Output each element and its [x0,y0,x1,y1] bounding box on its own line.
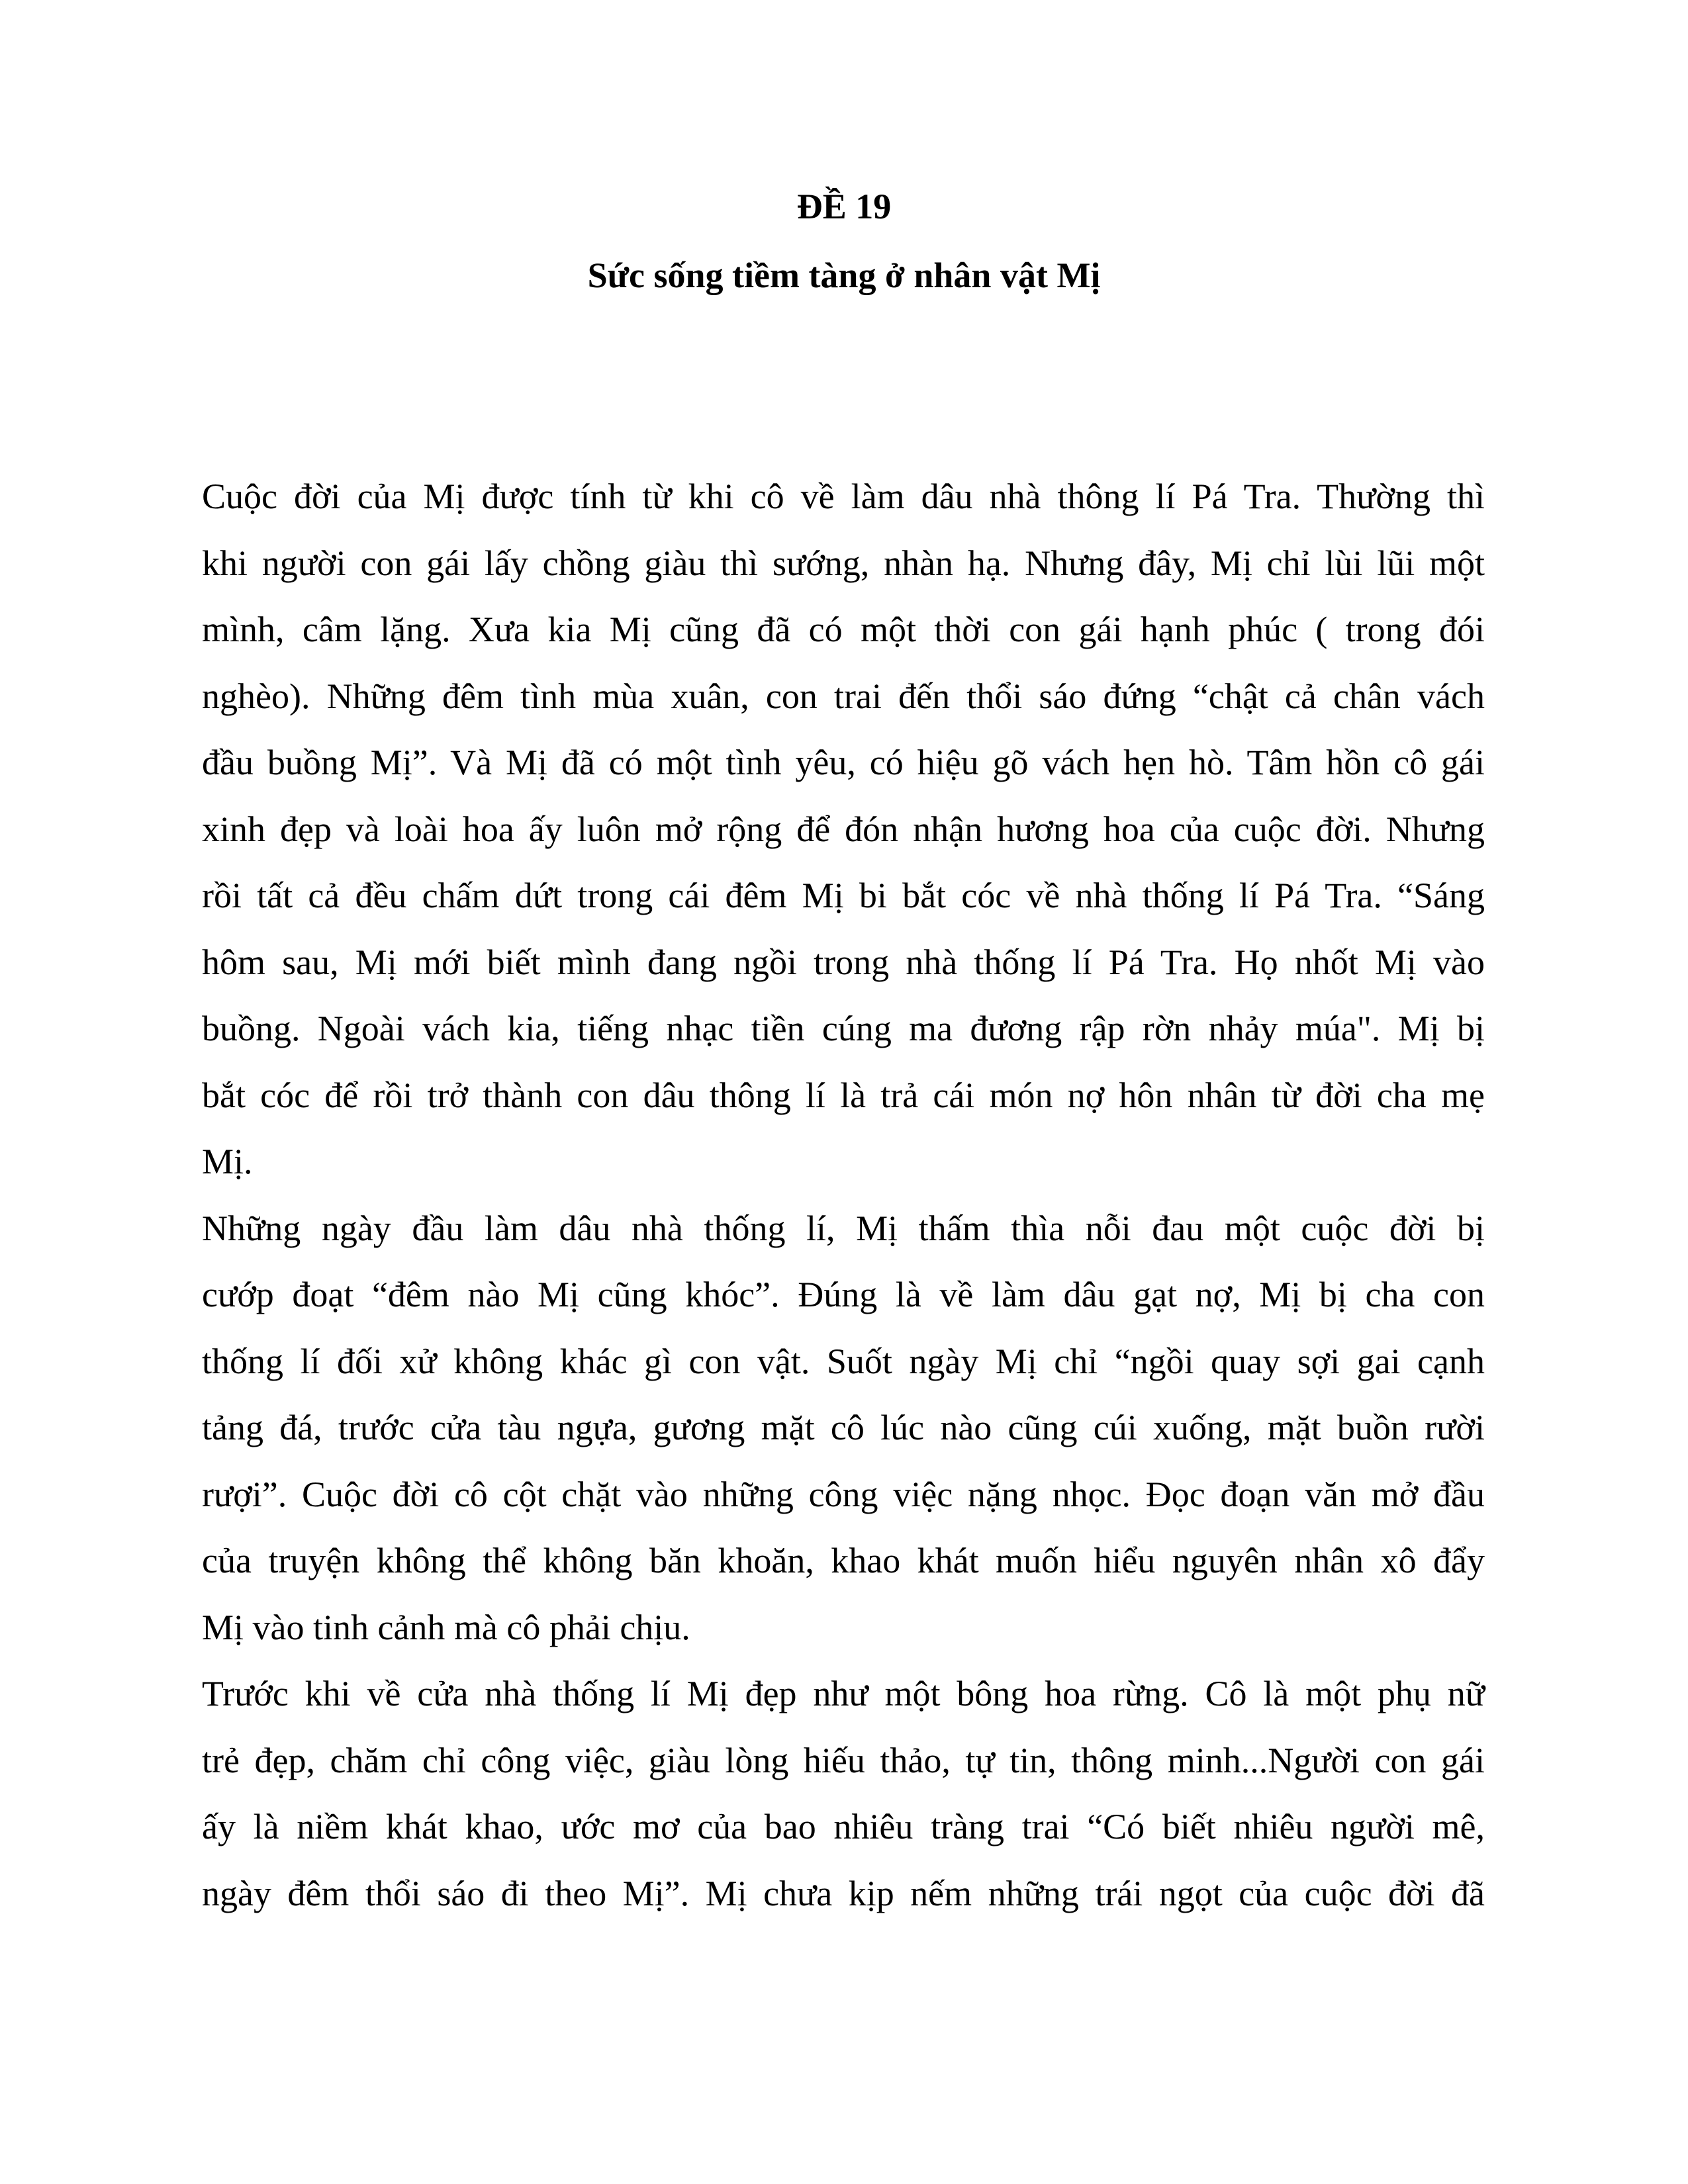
text-line: Mị. [202,1142,253,1181]
text-line: tảng đá, trước cửa tàu ngựa, gương mặt cô lúc nào cũng cúi xuống, mặt buồn rười [202,1408,1485,1447]
text-line: trẻ đẹp, chăm chỉ công việc, giàu lòng hiếu thảo, tự tin, thông minh...Người con gái [202,1740,1485,1780]
text-line: Cuộc đời của Mị được tính từ khi cô về làm dâu nhà thông lí Pá Tra. Thường thì [202,477,1485,516]
text-line: buồng. Ngoài vách kia, tiếng nhạc tiền cúng ma đương rập rờn nhảy múa". Mị bị [202,1009,1485,1048]
text-line: của truyện không thể không băn khoăn, khao khát muốn hiểu nguyên nhân xô đẩy [202,1541,1485,1580]
text-line: thống lí đối xử không khác gì con vật. Suốt ngày Mị chỉ “ngồi quay sợi gai cạnh [202,1341,1485,1381]
text-line: nghèo). Những đêm tình mùa xuân, con trai đến thổi sáo đứng “chật cả chân vách [202,676,1485,716]
text-line: Những ngày đầu làm dâu nhà thống lí, Mị thấm thìa nỗi đau một cuộc đời bị [202,1208,1485,1248]
text-line: khi người con gái lấy chồng giàu thì sướng, nhàn hạ. Nhưng đây, Mị chỉ lùi lũi một [202,543,1485,583]
text-line: ấy là niềm khát khao, ước mơ của bao nhiêu tràng trai “Có biết nhiêu người mê, [202,1807,1485,1846]
text-line: bắt cóc để rồi trở thành con dâu thông lí là trả cái món nợ hôn nhân từ đời cha mẹ [202,1075,1485,1115]
paragraph-3 [202,1661,1485,1927]
paragraph-1 [202,463,1485,1195]
text-line: cướp đoạt “đêm nào Mị cũng khóc”. Đúng là về làm dâu gạt nợ, Mị bị cha con [202,1275,1485,1314]
essay-body [202,463,1485,1927]
text-line: ngày đêm thổi sáo đi theo Mị”. Mị chưa kịp nếm những trái ngọt của cuộc đời đã [202,1873,1485,1913]
text-line: đầu buồng Mị”. Và Mị đã có một tình yêu, có hiệu gõ vách hẹn hò. Tâm hồn cô gái [202,743,1485,782]
paragraph-2 [202,1195,1485,1661]
text-line: mình, câm lặng. Xưa kia Mị cũng đã có một thời con gái hạnh phúc ( trong đói [202,610,1485,649]
essay-title: Sức sống tiềm tàng ở nhân vật Mị [587,255,1101,295]
text-line: rồi tất cả đều chấm dứt trong cái đêm Mị bi bắt cóc về nhà thống lí Pá Tra. “Sáng [202,876,1485,915]
text-line: hôm sau, Mị mới biết mình đang ngồi trong nhà thống lí Pá Tra. Họ nhốt Mị vào [202,942,1485,982]
text-line: xinh đẹp và loài hoa ấy luôn mở rộng để đón nhận hương hoa của cuộc đời. Nhưng [202,809,1485,849]
text-line: Trước khi về cửa nhà thống lí Mị đẹp như một bông hoa rừng. Cô là một phụ nữ [202,1674,1485,1713]
exam-number-heading: ĐỀ 19 [796,187,892,226]
text-line: Mị vào tinh cảnh mà cô phải chịu. [202,1607,690,1647]
text-line: rượi”. Cuộc đời cô cột chặt vào những công việc nặng nhọc. Đọc đoạn văn mở đầu [202,1474,1485,1514]
